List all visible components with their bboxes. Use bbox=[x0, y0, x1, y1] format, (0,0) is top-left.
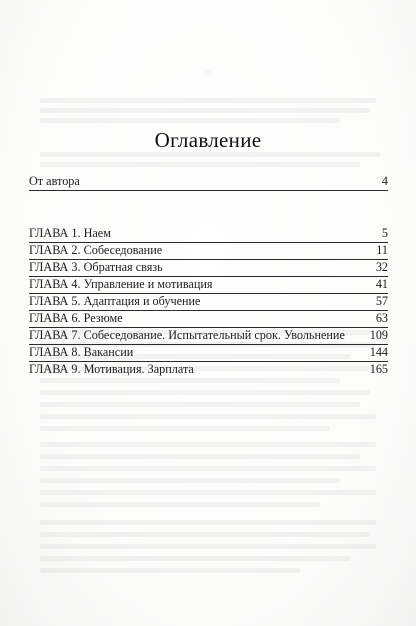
toc-entry-chapter-5[interactable] bbox=[29, 293, 388, 309]
toc-entry-chapter-8[interactable] bbox=[29, 344, 388, 360]
toc-entry-page-number: 165 bbox=[369, 362, 388, 376]
toc-entry-label: От автора bbox=[29, 174, 80, 188]
toc-title: Оглавление bbox=[154, 128, 262, 152]
toc-entry-preface[interactable] bbox=[29, 173, 388, 189]
toc-entry-page-number: 4 bbox=[381, 174, 388, 188]
toc-entry-page-number: 5 bbox=[381, 226, 388, 240]
toc-entry-chapter-9[interactable] bbox=[29, 361, 388, 377]
toc-entry-label: ГЛАВА 9. Мотивация. Зарплата bbox=[29, 362, 194, 376]
toc-entry-page-number: 32 bbox=[375, 260, 388, 274]
toc-entry-chapter-7[interactable] bbox=[29, 327, 388, 343]
bleed-through-heading: ◦ bbox=[204, 60, 212, 85]
toc-entry-chapter-3[interactable] bbox=[29, 259, 388, 275]
toc-entry-chapter-4[interactable] bbox=[29, 276, 388, 292]
toc-entry-label: ГЛАВА 6. Резюме bbox=[29, 311, 123, 325]
toc-entry-page-number: 57 bbox=[375, 294, 388, 308]
toc-entry-label: ГЛАВА 1. Наем bbox=[29, 226, 111, 240]
toc-entry-label: ГЛАВА 2. Собеседование bbox=[29, 243, 163, 257]
toc-entry-label: ГЛАВА 8. Вакансии bbox=[29, 345, 134, 359]
toc-entry-label: ГЛАВА 5. Адаптация и обучение bbox=[29, 294, 201, 308]
toc-entry-page-number: 11 bbox=[376, 243, 388, 257]
toc-entry-page-number: 41 bbox=[375, 277, 388, 291]
toc-entry-page-number: 63 bbox=[375, 311, 388, 325]
toc-entry-page-number: 144 bbox=[369, 345, 388, 359]
toc-entry-label: ГЛАВА 7. Собеседование. Испытательный срок. Увольнение bbox=[29, 328, 345, 342]
toc-entry-chapter-2[interactable] bbox=[29, 242, 388, 258]
toc-entry-chapter-1[interactable] bbox=[29, 225, 388, 241]
toc-entry-label: ГЛАВА 3. Обратная связь bbox=[29, 260, 163, 274]
toc-divider bbox=[29, 190, 388, 191]
toc-entry-page-number: 109 bbox=[369, 328, 388, 342]
toc-entry-label: ГЛАВА 4. Управление и мотивация bbox=[29, 277, 213, 291]
toc-entry-chapter-6[interactable] bbox=[29, 310, 388, 326]
